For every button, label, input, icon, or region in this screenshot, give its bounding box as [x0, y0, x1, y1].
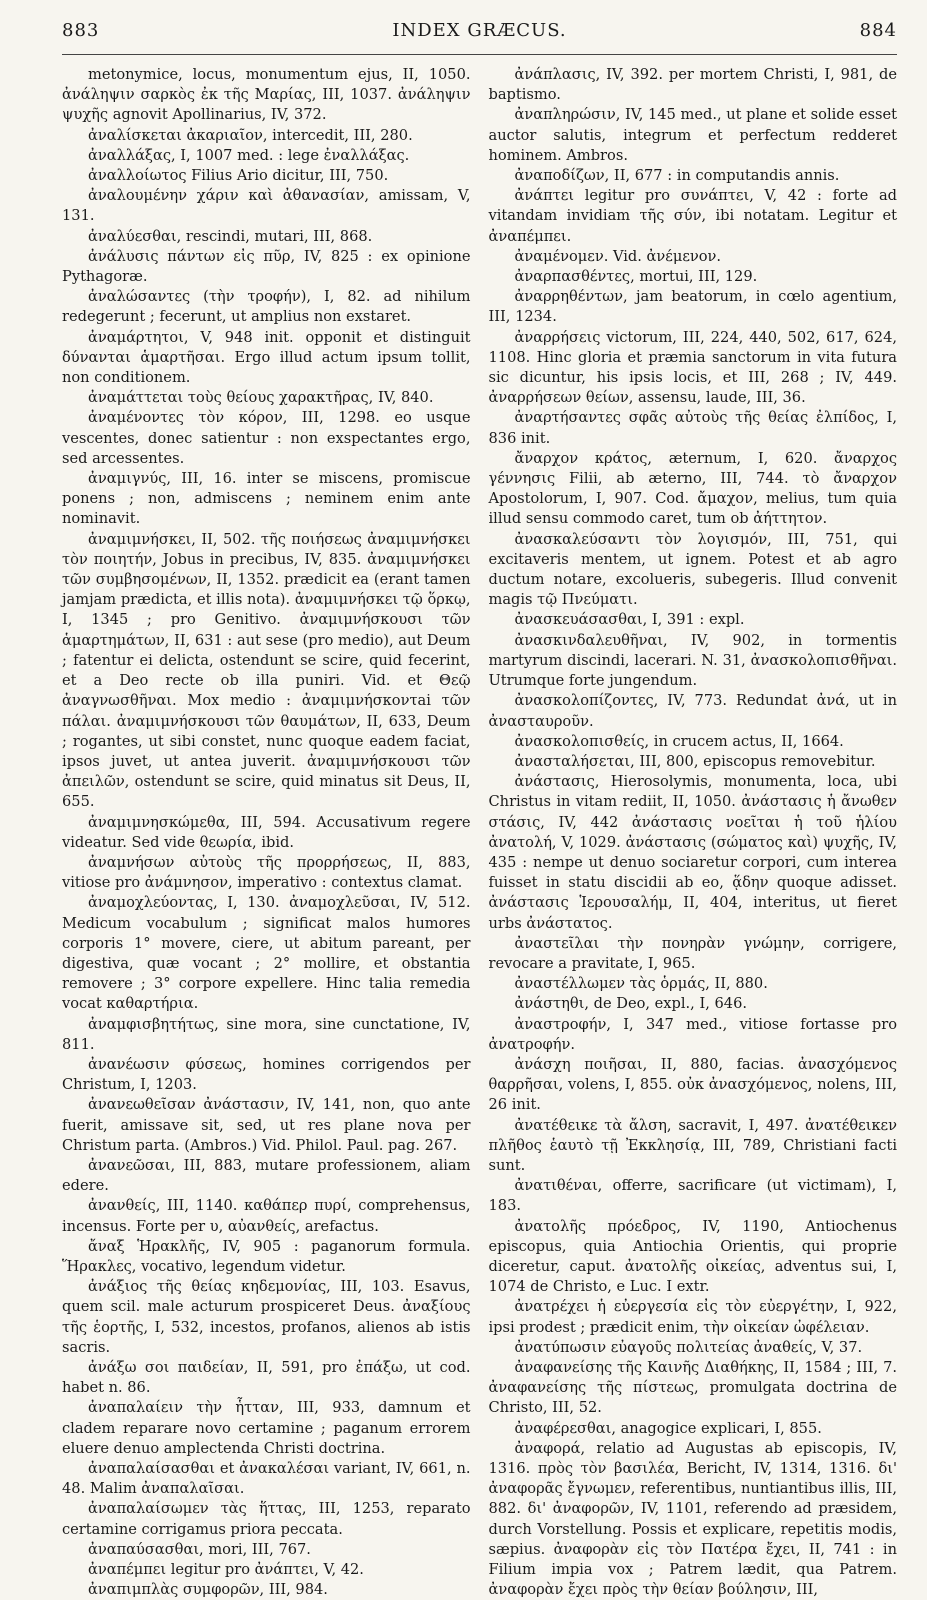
- index-entry: ἀνανεῶσαι, III, 883, mutare professionem, aliam edere.: [62, 1156, 471, 1195]
- index-entry: ἀνανθείς, III, 1140. καθάπερ πυρί, comprehensus, incensus. Forte per υ, αὐανθείς, arefactus.: [62, 1197, 471, 1235]
- index-entry: ἀναποδίζων, II, 677 : in computandis annis.: [514, 167, 840, 185]
- index-entry: ἀναστέλλωμεν τὰς ὁρμάς, II, 880.: [514, 975, 768, 993]
- index-entry: ἀνάστηθι, de Deo, expl., I, 646.: [514, 995, 747, 1013]
- index-entry: ἀναστροφήν, I, 347 med., vitiose fortasse pro ἀνατροφήν.: [488, 1015, 897, 1053]
- index-entry: ἀναμένοντες τὸν κόρον, III, 1298. eo usque vescentes, donec satientur : non exspectantes ergo, sed arcessentes.: [62, 409, 471, 467]
- index-entry: ἀνασκολοπισθείς, in crucem actus, II, 1664.: [514, 732, 844, 750]
- index-entry: ἀναμιμνησκώμεθα, III, 594. Accusativum regere videatur. Sed vide θεωρία, ibid.: [62, 813, 471, 851]
- index-entry: ἀνασκαλεύσαντι τὸν λογισμόν, III, 751, qui excitaveris mentem, ut ignem. Potest et ab agro ductum notare, excolueris, subegeris. Illud convenit magis τῷ Πνεύματι.: [488, 530, 897, 609]
- index-entry: ἀναφανείσης τῆς Καινῆς Διαθήκης, II, 1584 ; III, 7. ἀναφανείσης τῆς πίστεως, promulgata doctrina de Christo, III, 52.: [488, 1359, 897, 1417]
- index-entry: ἀναλουμένην χάριν καὶ ἀθανασίαν, amissam, V, 131.: [62, 187, 471, 225]
- index-entry: ἀναμφισβητήτως, sine mora, sine cunctatione, IV, 811.: [62, 1015, 471, 1053]
- index-entry: ἀναλλοίωτος Filius Ario dicitur, III, 750.: [88, 167, 389, 185]
- index-entry: ἀνανεωθεῖσαν ἀνάστασιν, IV, 141, non, quo ante fuerit, amissave sit, sed, ut res plane nova per Christum parta. (Ambros.) Vid. Philol. Paul. pag. 267.: [62, 1096, 471, 1154]
- index-entry: ἀνανέωσιν φύσεως, homines corrigendos per Christum, I, 1203.: [62, 1055, 471, 1094]
- index-entry: ἀνατρέχει ἡ εὐεργεσία εἰς τὸν εὐεργέτην, I, 922, ipsi prodest ; prædicit enim, τὴν οἰκείαν ὠφέλειαν.: [488, 1298, 897, 1336]
- index-entry: ἀνατιθέναι, offerre, sacrificare (ut victimam), I, 183.: [488, 1177, 897, 1215]
- right-page-number: 884: [859, 20, 897, 41]
- index-entry: ἀναμάρτητοι, V, 948 init. opponit et distinguit δύνανται ἁμαρτῆσαι. Ergo illud actum ipsum tollit, non conditionem.: [62, 328, 471, 387]
- index-entry: ἀναλλάξας, I, 1007 med. : lege ἐναλλάξας.: [88, 146, 410, 164]
- index-entry: ἀνάπτει legitur pro συνάπτει, V, 42 : forte ad vitandam invidiam τῆς σύν, ibi notatam. Legitur et ἀναπέμπει.: [488, 187, 897, 245]
- index-entry: metonymice, locus, monumentum ejus, II, 1050. ἀνάληψιν σαρκὸς ἐκ τῆς Μαρίας, III, 1037. ἀνάληψιν ψυχῆς agnovit Apollinarius, IV, 372.: [62, 66, 471, 124]
- index-entry: ἀναφέρεσθαι, anagogice explicari, I, 855.: [514, 1419, 822, 1437]
- index-entry: ἀναλώσαντες (τὴν τροφήν), I, 82. ad nihilum redegerunt ; fecerunt, ut amplius non exstaret.: [62, 288, 471, 326]
- index-entry: ἀνατέθεικε τὰ ἄλση, sacravit, I, 497. ἀνατέθεικεν πλῆθος ἑαυτὸ τῇ Ἐκκλησίᾳ, III, 789, Christiani facti sunt.: [488, 1116, 897, 1174]
- index-entry: ἀναπαλαίσωμεν τὰς ἥττας, III, 1253, reparato certamine corrigamus priora peccata.: [62, 1500, 471, 1538]
- index-entry: ἀναρρηθέντων, jam beatorum, in cœlo agentium, III, 1234.: [488, 288, 897, 326]
- index-entry: ἀναμένομεν. Vid. ἀνέμενον.: [514, 247, 722, 265]
- index-entry: ἀναστεῖλαι τὴν πονηρὰν γνώμην, corrigere, revocare a pravitate, I, 965.: [488, 934, 897, 972]
- index-entry: ἀνάστασις, Hierosolymis, monumenta, loca, ubi Christus in vitam rediit, II, 1050. ἀνάστασις ἡ ἄνωθεν στάσις, IV, 442 ἀνάστασις νοεῖται ἡ τοῦ ἡλίου ἀνατολή, V, 1029. ἀνάστασις (σώματος καὶ) ψυχῆς, IV, 435 : nempe ut denuo sociaretur corpori, cum interea fuisset in statu discidii ab eo, ᾅδην quoque adisset. ἀνάστασις Ἱερουσαλήμ, II, 404, interitus, ut fieret urbs ἀνάστατος.: [488, 773, 897, 932]
- index-entry: ἀναφορά, relatio ad Augustas ab episcopis, IV, 1316. πρὸς τὸν βασιλέα, Bericht, IV, 1314, 1316. δι' ἀναφορᾶς ἔγνωμεν, referentibus, nuntiantibus illis, III, 882. δι' ἀναφορῶν, IV, 1101, referendo ad præsidem, durch Vorstellung. Possis et explicare, repetitis modis, sæpius. ἀναφορὰν εἰς τὸν Πατέρα ἔχει, II, 741 : in Filium impia vox ; Patrem lædit, qua Patrem. ἀναφορὰν ἔχει πρὸς τὴν θείαν βούλησιν, III,: [488, 1439, 897, 1599]
- index-entry: ἄναξ Ἡρακλῆς, IV, 905 : paganorum formula. Ἥρακλες, vocativo, legendum videtur.: [62, 1237, 471, 1275]
- left-page-number: 883: [62, 20, 100, 41]
- index-entry: ἀνατύπωσιν εὐαγοῦς πολιτείας ἀναθείς, V, 37.: [514, 1338, 863, 1356]
- index-entry: ἀναπαλαίειν τὴν ἧτταν, III, 933, damnum et cladem reparare novo certamine ; paganum errorem eluere denuo amplectenda Christi doctrina.: [62, 1399, 471, 1457]
- index-entry: ἀναρπασθέντες, mortui, III, 129.: [514, 268, 758, 286]
- index-entry: ἀναλίσκεται ἀκαριαῖον, intercedit, III, 280.: [88, 126, 413, 144]
- index-entry: ἀναρτήσαντες σφᾶς αὐτοὺς τῆς θείας ἐλπίδος, I, 836 init.: [488, 409, 897, 447]
- index-entry: ἀνασταλήσεται, III, 800, episcopus removebitur.: [514, 752, 876, 770]
- index-entry: ἀνατολῆς πρόεδρος, IV, 1190, Antiochenus episcopus, quia Antiochia Orientis, qui proprie diceretur, caput. ἀνατολῆς οἰκείας, adventus sui, I, 1074 de Christo, e Luc. I extr.: [488, 1217, 897, 1296]
- index-entry: ἀνασκινδαλευθῆναι, IV, 902, in tormentis martyrum discindi, lacerari. N. 31, ἀνασκολοπισθῆναι. Utrumque forte jungendum.: [488, 631, 897, 690]
- left-column: [62, 65, 471, 1600]
- index-entry: ἀναπληρώσιν, IV, 145 med., ut plane et solide esset auctor salutis, integrum et perfectum redderet hominem. Ambros.: [488, 106, 898, 164]
- index-entry: ἀναμάττεται τοὺς θείους χαρακτῆρας, IV, 840.: [88, 389, 434, 407]
- index-entry: ἀναπαλαίσασθαι et ἀνακαλέσαι variant, IV, 661, n. 48. Malim ἀναπαλαῖσαι.: [62, 1460, 471, 1498]
- index-entry: ἀνασκευάσασθαι, I, 391 : expl.: [514, 611, 745, 629]
- index-entry: ἀναπέμπει legitur pro ἀνάπτει, V, 42.: [88, 1561, 364, 1579]
- index-entry: ἄναρχον κράτος, æternum, I, 620. ἄναρχος γέννησις Filii, ab æterno, III, 744. τὸ ἄναρχον Apostolorum, I, 907. Cod. ἄμαχον, melius, tum quia illud sensu commodo caret, tum ob ἀήττητον.: [488, 449, 897, 528]
- index-entry: ἀναπιμπλὰς συμφορῶν, III, 984.: [88, 1581, 328, 1599]
- index-entry: ἀναμοχλεύοντας, I, 130. ἀναμοχλεῦσαι, IV, 512. Medicum vocabulum ; significat malos humores corporis 1° movere, ciere, ut abitum pareant, per digestiva, quæ vocant ; 2° mollire, et obstantia removere ; 3° corpore expellere. Hinc talia remedia vocat καθαρτήρια.: [62, 894, 471, 1013]
- index-entry: ἀνάξω σοι παιδείαν, II, 591, pro ἐπάξω, ut cod. habet n. 86.: [62, 1359, 471, 1397]
- index-entry: ἀναμιγνύς, III, 16. inter se miscens, promiscue ponens ; non, admiscens ; neminem enim ante nominavit.: [62, 470, 471, 528]
- page-header: [62, 20, 897, 55]
- index-entry: ἀναρρήσεις victorum, III, 224, 440, 502, 617, 624, 1108. Hinc gloria et præmia sanctorum in vita futura sic dicuntur, his ipsis locis, et III, 268 ; IV, 449. ἀναρρήσεων θείων, assensu, laude, III, 36.: [488, 328, 897, 407]
- index-entry: ἀνάπλασις, IV, 392. per mortem Christi, I, 981, de baptismo.: [488, 66, 897, 104]
- index-entry: ἀναμνήσων αὐτοὺς τῆς προρρήσεως, II, 883, vitiose pro ἀνάμνησον, imperativo : contextus clamat.: [62, 853, 471, 892]
- index-entry: ἀνάλυσις πάντων εἰς πῦρ, IV, 825 : ex opinione Pythagoræ.: [62, 247, 471, 286]
- index-entry: ἀναμιμνήσκει, II, 502. τῆς ποιήσεως ἀναμιμνήσκει τὸν ποιητήν, Jobus in precibus, IV, 835. ἀναμιμνήσκει τῶν συμβησομένων, II, 1352. prædicit ea (erant tamen jamjam prædicta, et illis nota). ἀναμιμνήσκει τῷ ὅρκῳ, I, 1345 ; pro Genitivo. ἀναμιμνήσκουσι τῶν ἁμαρτημάτων, II, 631 : aut sese (pro medio), aut Deum ; fatentur ei delicta, ostendunt se scire, quid fecerint, et a Deo recte ob illa puniri. Vid. et Θεῷ ἀναγνωσθῆναι. Mox medio : ἀναμιμνήσκοντai τῶν πάλαι. ἀναμιμνήσκουσι τῶν θαυμάτων, II, 633, Deum ; rogantes, ut sibi constet, nunc quoque eadem faciat, ipsos juvet, ut antea juverit. ἀναμιμνήσκουσι τῶν ἀπειλῶν, ostendunt se scire, quid minatus sit Deus, II, 655.: [62, 530, 471, 811]
- page-title: INDEX GRÆCUS.: [392, 20, 567, 41]
- index-columns: [62, 65, 897, 1600]
- index-entry: ἀνασκολοπίζοντες, IV, 773. Redundat ἀνά, ut in ἀνασταυροῦν.: [488, 692, 897, 730]
- index-entry: ἀνάσχη ποιῆσαι, II, 880, facias. ἀνασχόμενος θαρρῆσαι, volens, I, 855. οὐκ ἀνασχόμενος, nolens, III, 26 init.: [488, 1055, 897, 1114]
- index-entry: ἀνάξιος τῆς θείας κηδεμονίας, III, 103. Esavus, quem scil. male acturum prospiceret Deus. ἀναξίους τῆς ἑορτῆς, I, 532, incestos, profanos, alienos ab istis sacris.: [62, 1278, 471, 1356]
- index-entry: ἀναλύεσθαι, rescindi, mutari, III, 868.: [88, 227, 373, 245]
- index-entry: ἀναπαύσασθαι, mori, III, 767.: [88, 1540, 311, 1558]
- right-column: [489, 65, 898, 1600]
